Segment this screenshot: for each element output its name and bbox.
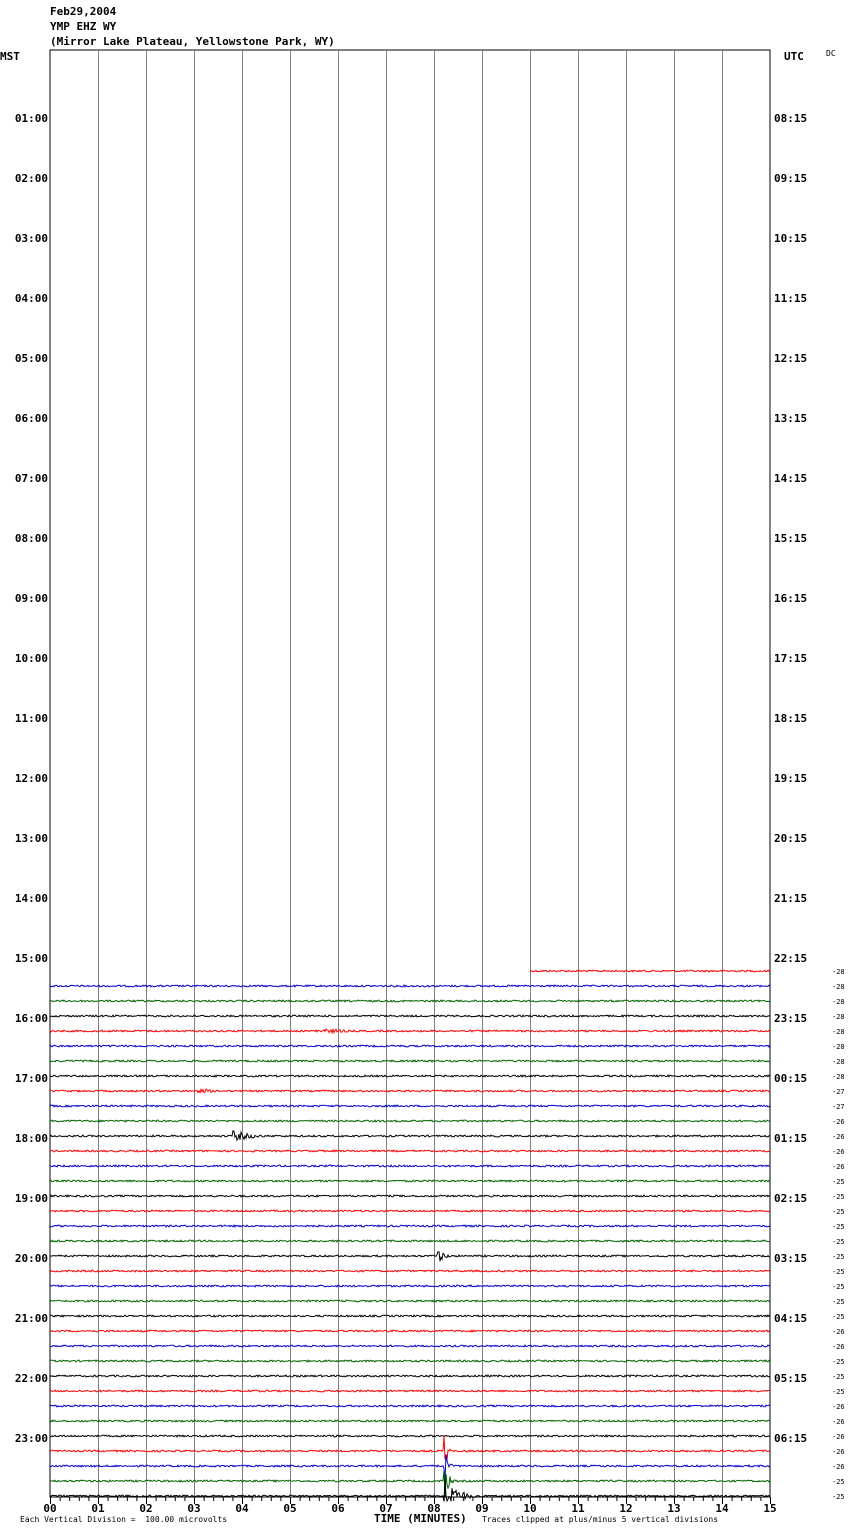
- right-hour-label: 20:15: [774, 832, 808, 845]
- trace-offset-label: -26: [832, 1163, 845, 1171]
- x-tick-label: 03: [187, 1502, 201, 1515]
- seismic-trace: [50, 1470, 770, 1496]
- left-hour-label: 04:00: [14, 292, 48, 305]
- right-hour-label: 22:15: [774, 952, 808, 965]
- trace-offset-label: -25: [832, 1388, 845, 1396]
- x-tick-label: 08: [427, 1502, 441, 1515]
- x-tick-label: 13: [667, 1502, 681, 1515]
- right-hour-label: 18:15: [774, 712, 808, 725]
- right-timezone-label: UTC: [784, 50, 804, 63]
- seismic-trace: [530, 970, 770, 972]
- trace-offset-label: -28: [832, 1028, 845, 1036]
- right-hour-label: 12:15: [774, 352, 808, 365]
- seismic-trace: [50, 1405, 770, 1407]
- left-hour-label: 10:00: [14, 652, 48, 665]
- seismic-trace: [50, 1180, 770, 1182]
- left-hour-label: 02:00: [14, 172, 48, 185]
- right-hour-label: 09:15: [774, 172, 808, 185]
- trace-offset-label: -26: [832, 1328, 845, 1336]
- trace-offset-label: -28: [832, 998, 845, 1006]
- trace-offset-label: -28: [832, 1073, 845, 1081]
- trace-offset-label: -25: [832, 1493, 845, 1501]
- trace-offset-label: -25: [832, 1253, 845, 1261]
- trace-offset-label: -28: [832, 1013, 845, 1021]
- x-tick-label: 09: [475, 1502, 489, 1515]
- right-hour-label: 14:15: [774, 472, 808, 485]
- x-tick-label: 04: [235, 1502, 249, 1515]
- trace-offset-label: -25: [832, 1478, 845, 1486]
- left-hour-label: 09:00: [14, 592, 48, 605]
- trace-offset-label: -26: [832, 1463, 845, 1471]
- seismic-trace: [50, 1165, 770, 1167]
- seismic-trace: [50, 1435, 770, 1437]
- seismic-trace: [50, 1345, 770, 1347]
- seismic-trace: [50, 1270, 770, 1272]
- trace-offset-label: -26: [832, 1148, 845, 1156]
- left-hour-label: 18:00: [14, 1132, 48, 1145]
- trace-offset-label: -25: [832, 1358, 845, 1366]
- left-hour-label: 12:00: [14, 772, 48, 785]
- trace-offset-label: -26: [832, 1133, 845, 1141]
- x-tick-label: 06: [331, 1502, 345, 1515]
- right-hour-label: 13:15: [774, 412, 808, 425]
- seismic-trace: [50, 1195, 770, 1197]
- trace-offset-label: -28: [832, 983, 845, 991]
- seismic-trace: [50, 1300, 770, 1302]
- left-timezone-label: MST: [0, 50, 20, 63]
- right-hour-label: 05:15: [774, 1372, 808, 1385]
- right-hour-label: 00:15: [774, 1072, 808, 1085]
- left-hour-label: 14:00: [14, 892, 48, 905]
- seismic-trace: [50, 1420, 770, 1422]
- left-hour-label: 16:00: [14, 1012, 48, 1025]
- left-hour-label: 06:00: [14, 412, 48, 425]
- seismic-trace: [50, 1330, 770, 1332]
- left-hour-label: 08:00: [14, 532, 48, 545]
- trace-offset-label: -25: [832, 1178, 845, 1186]
- trace-offset-label: -25: [832, 1373, 845, 1381]
- trace-offset-label: -26: [832, 1343, 845, 1351]
- left-hour-label: 17:00: [14, 1072, 48, 1085]
- station-location: (Mirror Lake Plateau, Yellowstone Park, WY): [50, 35, 335, 48]
- trace-offset-label: -28: [832, 1043, 845, 1051]
- left-hour-label: 07:00: [14, 472, 48, 485]
- trace-offset-label: -27: [832, 1088, 845, 1096]
- right-hour-label: 02:15: [774, 1192, 808, 1205]
- left-hour-label: 19:00: [14, 1192, 48, 1205]
- trace-offset-label: -25: [832, 1313, 845, 1321]
- plot-frame: [50, 50, 770, 1497]
- right-hour-label: 10:15: [774, 232, 808, 245]
- seismic-trace: [50, 1436, 770, 1459]
- right-hour-label: 03:15: [774, 1252, 808, 1265]
- station-code: YMP EHZ WY: [50, 20, 117, 33]
- left-hour-label: 01:00: [14, 112, 48, 125]
- x-tick-label: 02: [139, 1502, 153, 1515]
- trace-offset-label: -25: [832, 1238, 845, 1246]
- trace-offset-label: -26: [832, 1403, 845, 1411]
- right-hour-label: 21:15: [774, 892, 808, 905]
- right-hour-label: 01:15: [774, 1132, 808, 1145]
- seismic-trace: [50, 1075, 770, 1077]
- trace-offset-label: -26: [832, 1433, 845, 1441]
- right-hour-label: 06:15: [774, 1432, 808, 1445]
- trace-offset-label: -28: [832, 968, 845, 976]
- right-hour-label: 23:15: [774, 1012, 808, 1025]
- right-hour-label: 08:15: [774, 112, 808, 125]
- corner-tag: DC: [826, 49, 836, 58]
- x-tick-label: 01: [91, 1502, 105, 1515]
- left-hour-label: 13:00: [14, 832, 48, 845]
- trace-offset-label: -26: [832, 1418, 845, 1426]
- right-hour-label: 04:15: [774, 1312, 808, 1325]
- trace-offset-label: -25: [832, 1223, 845, 1231]
- seismic-trace: [50, 1105, 770, 1107]
- x-tick-label: 10: [523, 1502, 537, 1515]
- right-hour-label: 17:15: [774, 652, 808, 665]
- seismogram-date: Feb29,2004: [50, 5, 117, 18]
- left-hour-label: 05:00: [14, 352, 48, 365]
- trace-offset-label: -26: [832, 1448, 845, 1456]
- trace-offset-label: -25: [832, 1193, 845, 1201]
- x-axis-title: TIME (MINUTES): [374, 1512, 467, 1525]
- x-tick-label: 15: [763, 1502, 777, 1515]
- seismic-trace: [50, 985, 770, 987]
- x-tick-label: 11: [571, 1502, 585, 1515]
- seismic-trace: [50, 1089, 770, 1093]
- seismic-trace: [50, 1315, 770, 1317]
- left-hour-label: 23:00: [14, 1432, 48, 1445]
- left-hour-label: 11:00: [14, 712, 48, 725]
- seismic-trace: [50, 1029, 770, 1033]
- seismic-trace: [50, 1131, 770, 1140]
- seismic-trace: [50, 1225, 770, 1227]
- seismic-trace: [50, 1390, 770, 1392]
- trace-offset-label: -28: [832, 1058, 845, 1066]
- seismic-trace: [50, 1454, 770, 1481]
- x-tick-label: 05: [283, 1502, 297, 1515]
- seismic-trace: [50, 1375, 770, 1377]
- trace-offset-label: -26: [832, 1118, 845, 1126]
- right-hour-label: 16:15: [774, 592, 808, 605]
- x-tick-label: 00: [43, 1502, 57, 1515]
- right-hour-label: 15:15: [774, 532, 808, 545]
- seismic-trace: [50, 1120, 770, 1122]
- left-hour-label: 21:00: [14, 1312, 48, 1325]
- x-tick-label: 12: [619, 1502, 633, 1515]
- seismic-trace: [50, 1360, 770, 1362]
- x-tick-label: 07: [379, 1502, 393, 1515]
- seismic-trace: [50, 1240, 770, 1242]
- seismic-trace: [50, 1000, 770, 1002]
- trace-offset-label: -25: [832, 1268, 845, 1276]
- scale-note: Each Vertical Division = 100.00 microvolts: [20, 1515, 228, 1524]
- right-hour-label: 11:15: [774, 292, 808, 305]
- x-tick-label: 14: [715, 1502, 729, 1515]
- right-hour-label: 19:15: [774, 772, 808, 785]
- seismic-trace: [50, 1045, 770, 1047]
- seismic-trace: [50, 1015, 770, 1017]
- seismic-trace: [50, 1285, 770, 1287]
- left-hour-label: 22:00: [14, 1372, 48, 1385]
- trace-offset-label: -27: [832, 1103, 845, 1111]
- left-hour-label: 03:00: [14, 232, 48, 245]
- trace-offset-label: -25: [832, 1298, 845, 1306]
- trace-offset-label: -25: [832, 1208, 845, 1216]
- seismic-trace: [50, 1210, 770, 1212]
- seismic-trace: [50, 1252, 770, 1262]
- seismic-trace: [50, 1060, 770, 1062]
- trace-offset-label: -25: [832, 1283, 845, 1291]
- clip-note: Traces clipped at plus/minus 5 vertical divisions: [482, 1515, 719, 1524]
- left-hour-label: 20:00: [14, 1252, 48, 1265]
- seismic-trace: [50, 1150, 770, 1152]
- seismic-trace: [50, 1480, 770, 1502]
- left-hour-label: 15:00: [14, 952, 48, 965]
